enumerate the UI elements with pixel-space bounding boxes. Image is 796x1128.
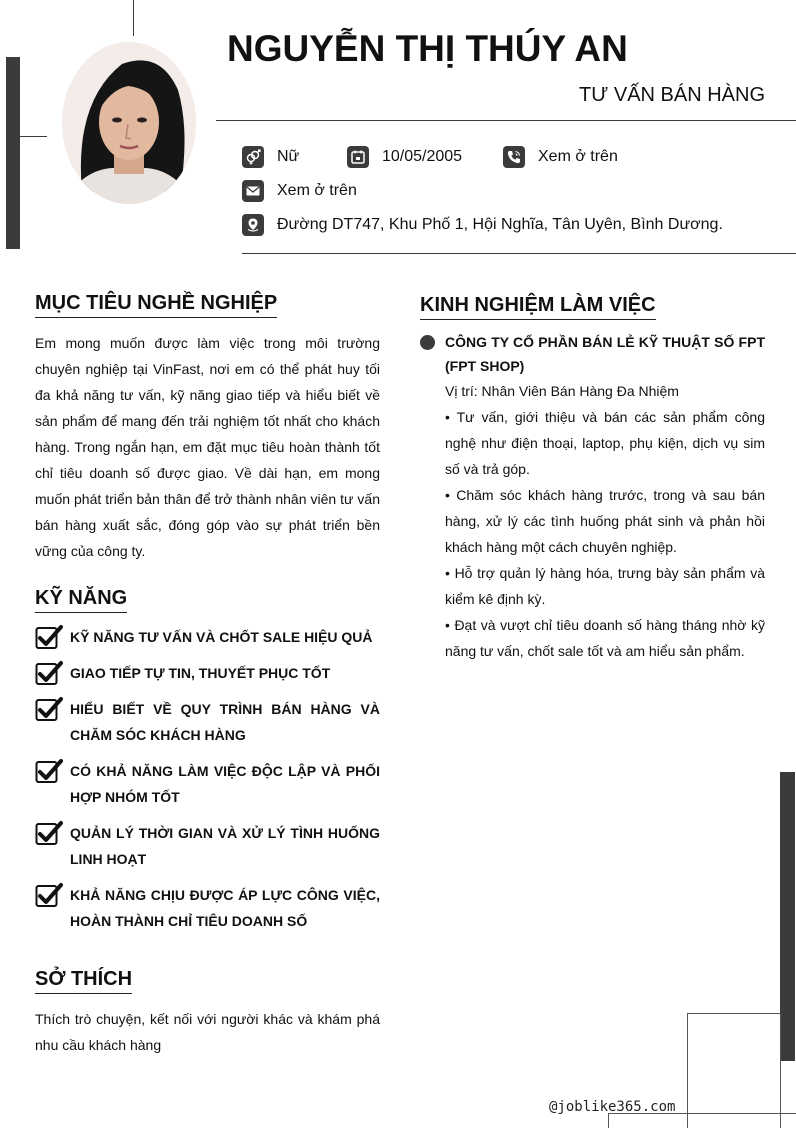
skills-heading: KỸ NĂNG xyxy=(35,587,127,613)
footer-brand: @joblike365.com xyxy=(549,1099,676,1115)
corner-frame xyxy=(687,1013,781,1128)
left-accent-bar xyxy=(6,57,20,249)
email-value: Xem ở trên xyxy=(277,182,357,199)
envelope-icon xyxy=(242,180,264,202)
skill-text: HIỂU BIẾT VỀ QUY TRÌNH BÁN HÀNG VÀ CHĂM SÓC KHÁCH HÀNG xyxy=(70,701,380,743)
skill-text: GIAO TIẾP TỰ TIN, THUYẾT PHỤC TỐT xyxy=(70,665,331,681)
skill-text: KHẢ NĂNG CHỊU ĐƯỢC ÁP LỰC CÔNG VIỆC, HOÀN THÀNH CHỈ TIÊU DOANH SỐ xyxy=(70,887,380,929)
gender-value: Nữ xyxy=(277,148,300,165)
calendar-icon xyxy=(347,146,369,168)
left-accent-tick xyxy=(20,136,47,137)
experience-entry xyxy=(420,330,765,664)
skills-list xyxy=(35,624,380,944)
job-title: TƯ VẤN BÁN HÀNG xyxy=(579,84,765,106)
info-birthday xyxy=(347,146,462,168)
objective-heading: MỤC TIÊU NGHỀ NGHIỆP xyxy=(35,292,277,318)
checkbox-icon xyxy=(35,758,63,784)
checkbox-icon xyxy=(35,820,63,846)
company-name-row xyxy=(420,330,765,378)
skill-item xyxy=(35,758,380,810)
objective-text: Em mong muốn được làm việc trong môi trường chuyên nghiệp tại VinFast, nơi em có thể phát huy tối đa khả năng tư vấn, kỹ năng giao tiếp và hiểu biết về sản phẩm để mang đến trải nghiệm tốt nhất cho khách hàng. Trong ngắn hạn, em đặt mục tiêu hoàn thành tốt chỉ tiêu doanh số được giao. Về dài hạn, em mong muốn phát triển bản thân để trở thành nhân viên tư vấn bán hàng xuất sắc, đóng góp vào sự phát triển bền vững của công ty. xyxy=(35,335,380,559)
candidate-name: NGUYỄN THỊ THÚY AN xyxy=(227,28,628,69)
checkbox-icon xyxy=(35,660,63,686)
profile-photo-illustration xyxy=(62,42,196,204)
info-gender xyxy=(242,146,299,168)
experience-bullet: • Tư vấn, giới thiệu và bán các sản phẩm công nghệ như điện thoại, laptop, phụ kiện, dịch vụ sim số và trả góp. xyxy=(445,409,765,477)
checkbox-icon xyxy=(35,882,63,908)
birthday-value: 10/05/2005 xyxy=(382,148,463,165)
experience-bullet: • Đạt và vượt chỉ tiêu doanh số hàng tháng nhờ kỹ năng tư vấn, chốt sale tốt và am hiểu sản phẩm. xyxy=(445,617,765,659)
skill-item xyxy=(35,660,380,686)
hobbies-text: Thích trò chuyện, kết nối với người khác và khám phá nhu cầu khách hàng xyxy=(35,1011,380,1053)
experience-bullet: • Chăm sóc khách hàng trước, trong và sau bán hàng, xử lý các tình huống phát sinh và phản hồi khách hàng một cách chuyên nghiệp. xyxy=(445,487,765,555)
info-phone xyxy=(503,146,618,168)
hobbies-heading: SỞ THÍCH xyxy=(35,968,132,994)
skill-text: KỸ NĂNG TƯ VẤN VÀ CHỐT SALE HIỆU QUẢ xyxy=(70,629,373,645)
header-divider xyxy=(216,120,796,121)
checkbox-icon xyxy=(35,696,63,722)
phone-icon xyxy=(503,146,525,168)
address-value: Đường DT747, Khu Phố 1, Hội Nghĩa, Tân Uyên, Bình Dương. xyxy=(277,216,723,233)
skill-item xyxy=(35,820,380,872)
info-address xyxy=(242,214,723,236)
skill-item xyxy=(35,696,380,748)
experience-heading: KINH NGHIỆM LÀM VIỆC xyxy=(420,294,656,320)
gender-icon xyxy=(242,146,264,168)
info-email xyxy=(242,180,357,202)
phone-value: Xem ở trên xyxy=(538,148,618,165)
corner-frame-bottom xyxy=(608,1113,796,1128)
top-accent-tick xyxy=(133,0,134,36)
skill-item xyxy=(35,624,380,650)
profile-photo xyxy=(62,42,196,204)
location-pin-icon xyxy=(242,214,264,236)
skill-text: QUẢN LÝ THỜI GIAN VÀ XỬ LÝ TÌNH HUỐNG LINH HOẠT xyxy=(70,825,380,867)
checkbox-icon xyxy=(35,624,63,650)
skill-text: CÓ KHẢ NĂNG LÀM VIỆC ĐỘC LẬP VÀ PHỐI HỢP NHÓM TỐT xyxy=(70,763,380,805)
experience-bullet: • Hỗ trợ quản lý hàng hóa, trưng bày sản phẩm và kiểm kê định kỳ. xyxy=(445,565,765,607)
job-position: Vị trí: Nhân Viên Bán Hàng Đa Nhiệm xyxy=(445,383,679,399)
info-divider xyxy=(242,253,796,254)
bullet-dot-icon xyxy=(420,335,435,350)
experience-details xyxy=(420,378,765,664)
right-accent-bar xyxy=(780,772,795,1061)
company-name: CÔNG TY CỔ PHẦN BÁN LẺ KỸ THUẬT SỐ FPT (FPT SHOP) xyxy=(445,334,765,374)
skill-item xyxy=(35,882,380,934)
